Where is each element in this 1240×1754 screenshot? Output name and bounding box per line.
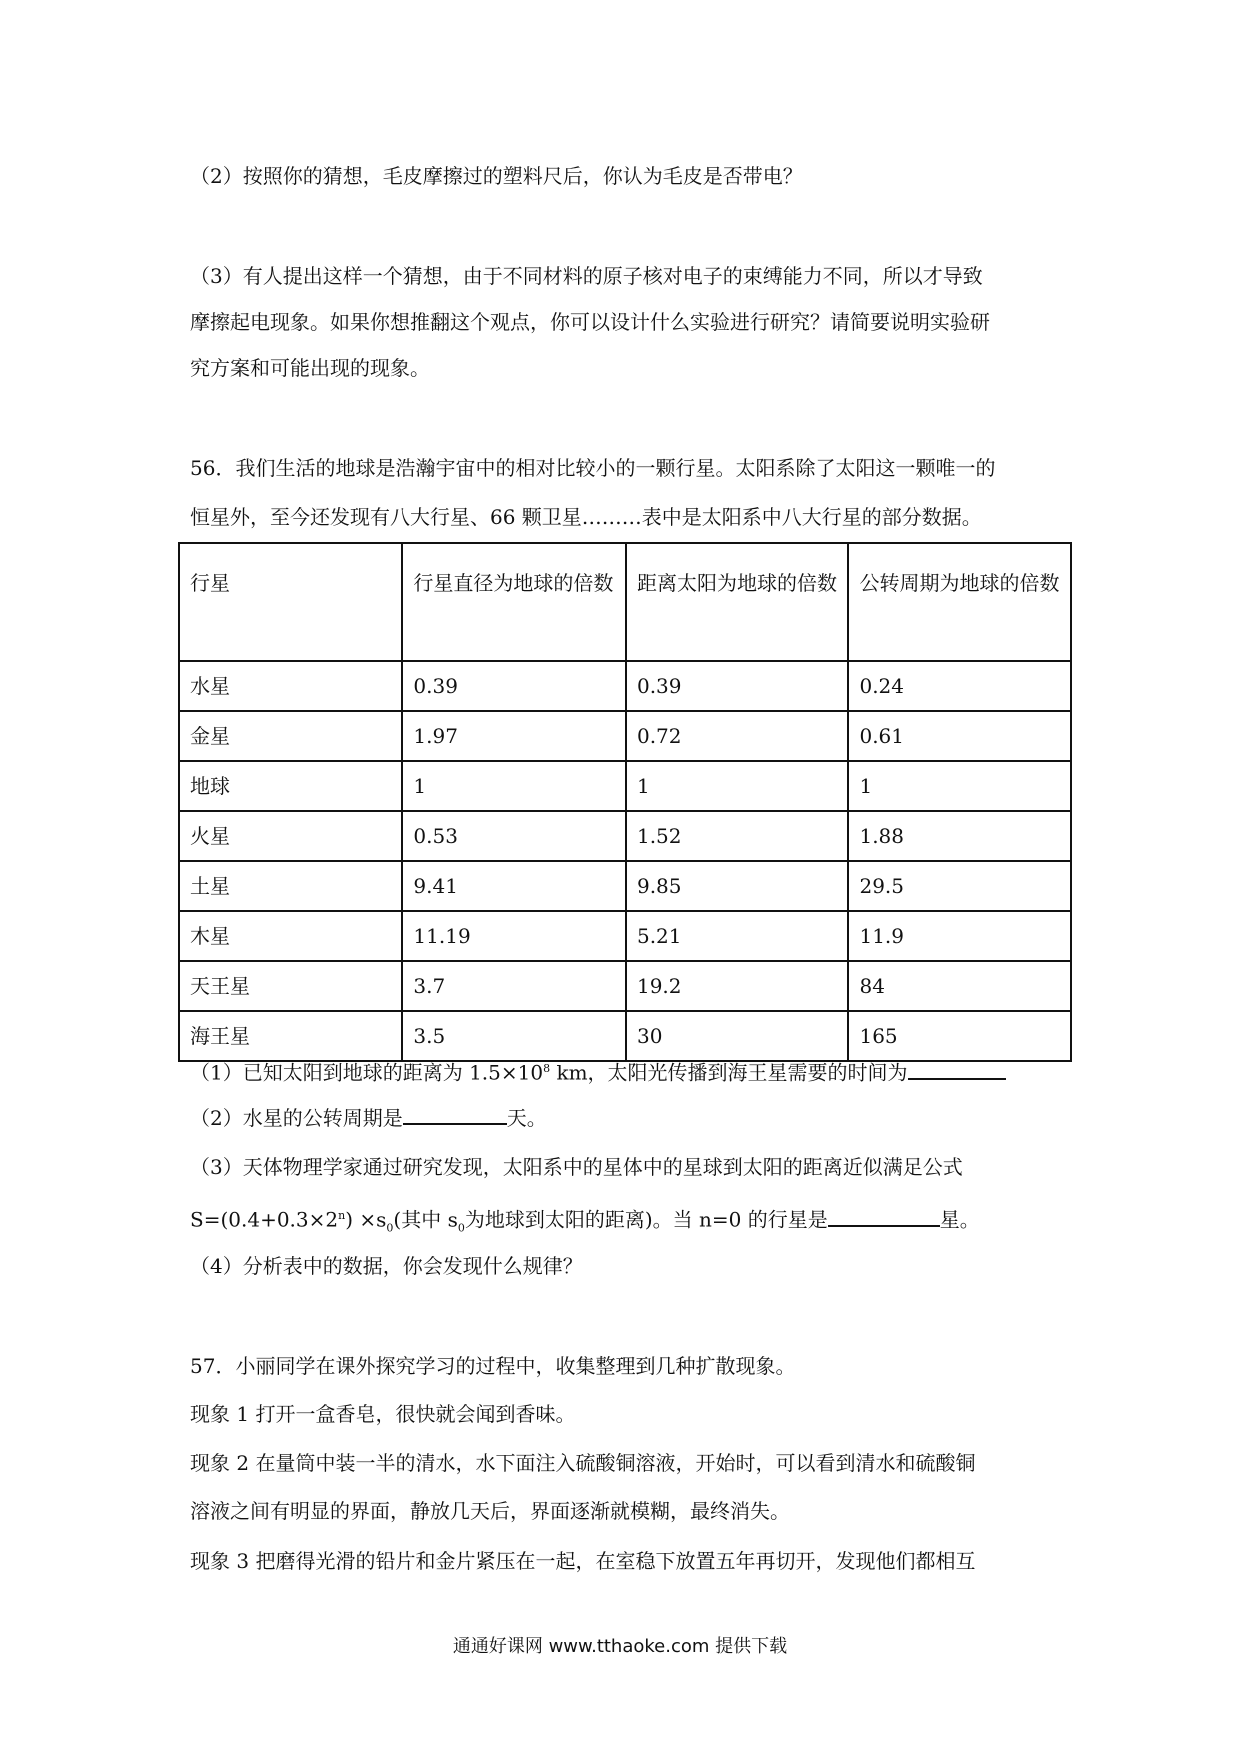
table-cell: 5.21 <box>626 911 849 961</box>
q55-sub3-line3: 究方案和可能出现的现象。 <box>190 356 430 380</box>
q55-sub3-line2: 摩擦起电现象。如果你想推翻这个观点，你可以设计什么实验进行研究？请简要说明实验研 <box>190 310 990 334</box>
formula-part: 星。 <box>939 1207 980 1232</box>
table-cell: 火星 <box>179 811 402 861</box>
q56-sub1-prefix: （1）已知太阳到地球的距离为 1.5×10 <box>190 1060 544 1085</box>
table-cell: 1.52 <box>626 811 849 861</box>
q56-sub3-line1: （3）天体物理学家通过研究发现，太阳系中的星体中的星球到太阳的距离近似满足公式 <box>190 1155 963 1179</box>
table-cell: 3.7 <box>402 961 626 1011</box>
table-row <box>179 661 1071 711</box>
q56-sub3-line2 <box>190 1202 980 1243</box>
table-cell: 海王星 <box>179 1011 402 1061</box>
table-cell: 水星 <box>179 661 402 711</box>
answer-blank[interactable] <box>828 1205 940 1227</box>
formula-subscript: 0 <box>457 1221 465 1235</box>
q57-phenomenon-2-line1: 现象 2 在量筒中装一半的清水，水下面注入硫酸铜溶液，开始时，可以看到清水和硫酸铜 <box>190 1451 976 1475</box>
table-cell: 地球 <box>179 761 402 811</box>
table-row <box>179 711 1071 761</box>
table-row <box>179 961 1071 1011</box>
table-cell: 84 <box>848 961 1071 1011</box>
table-row <box>179 911 1071 961</box>
table-header-row <box>179 543 1071 661</box>
formula-subscript: 0 <box>386 1221 394 1235</box>
q56-sub1 <box>190 1055 1006 1087</box>
q56-sub1-suffix: km，太阳光传播到海王星需要的时间为 <box>550 1060 908 1085</box>
q56-sub4: （4）分析表中的数据，你会发现什么规律？ <box>190 1254 583 1278</box>
table-cell: 土星 <box>179 861 402 911</box>
table-cell: 0.39 <box>626 661 849 711</box>
table-cell: 0.53 <box>402 811 626 861</box>
header-period: 公转周期为地球的倍数 <box>848 543 1071 661</box>
q55-sub2: （2）按照你的猜想，毛皮摩擦过的塑料尺后，你认为毛皮是否带电？ <box>190 164 803 188</box>
table-cell: 11.19 <box>402 911 626 961</box>
table-row <box>179 811 1071 861</box>
table-cell: 1 <box>848 761 1071 811</box>
q56-sub2-suffix: 天。 <box>506 1106 547 1130</box>
page-footer: 通通好课网 www.tthaoke.com 提供下载 <box>452 1636 788 1657</box>
table-cell: 1.97 <box>402 711 626 761</box>
table-cell: 1 <box>626 761 849 811</box>
table-cell: 165 <box>848 1011 1071 1061</box>
q56-sub2-prefix: （2）水星的公转周期是 <box>190 1106 403 1130</box>
q57-intro: 57．小丽同学在课外探究学习的过程中，收集整理到几种扩散现象。 <box>190 1354 796 1378</box>
answer-blank[interactable] <box>908 1058 1006 1080</box>
formula-part: 为地球到太阳的距离)。当 n=0 的行星是 <box>464 1207 828 1232</box>
header-planet: 行星 <box>179 543 402 661</box>
header-diameter: 行星直径为地球的倍数 <box>402 543 626 661</box>
q56-sub2 <box>190 1103 547 1132</box>
table-cell: 木星 <box>179 911 402 961</box>
table-cell: 1.88 <box>848 811 1071 861</box>
table-cell: 11.9 <box>848 911 1071 961</box>
q56-sub1-exponent: 8 <box>543 1062 551 1075</box>
table-cell: 0.72 <box>626 711 849 761</box>
q57-phenomenon-1: 现象 1 打开一盒香皂，很快就会闻到香味。 <box>190 1402 576 1426</box>
answer-blank[interactable] <box>403 1103 507 1125</box>
table-cell: 19.2 <box>626 961 849 1011</box>
table-cell: 金星 <box>179 711 402 761</box>
table-cell: 0.24 <box>848 661 1071 711</box>
table-row <box>179 761 1071 811</box>
table-cell: 30 <box>626 1011 849 1061</box>
q57-phenomenon-3: 现象 3 把磨得光滑的铅片和金片紧压在一起，在室稳下放置五年再切开，发现他们都相互 <box>190 1549 976 1573</box>
formula-part: S=(0.4+0.3×2 <box>190 1207 339 1232</box>
q57-phenomenon-2-line2: 溶液之间有明显的界面，静放几天后，界面逐渐就模糊，最终消失。 <box>190 1499 790 1523</box>
table-cell: 1 <box>402 761 626 811</box>
table-row <box>179 861 1071 911</box>
formula-part: (其中 s <box>393 1207 458 1232</box>
table-cell: 0.61 <box>848 711 1071 761</box>
formula-exponent: n <box>338 1209 346 1222</box>
table-cell: 天王星 <box>179 961 402 1011</box>
table-cell: 9.41 <box>402 861 626 911</box>
table-cell: 9.85 <box>626 861 849 911</box>
header-distance: 距离太阳为地球的倍数 <box>626 543 849 661</box>
table-row <box>179 1011 1071 1061</box>
planet-data-table <box>178 542 1072 1062</box>
q56-intro-line2: 恒星外，至今还发现有八大行星、66 颗卫星………表中是太阳系中八大行星的部分数据。 <box>190 505 982 529</box>
table-cell: 29.5 <box>848 861 1071 911</box>
table-cell: 0.39 <box>402 661 626 711</box>
q55-sub3-line1: （3）有人提出这样一个猜想，由于不同材料的原子核对电子的束缚能力不同，所以才导致 <box>190 264 983 288</box>
formula-part: ) ×s <box>345 1207 387 1232</box>
q56-intro-line1: 56．我们生活的地球是浩瀚宇宙中的相对比较小的一颗行星。太阳系除了太阳这一颗唯一的 <box>190 456 996 480</box>
table-cell: 3.5 <box>402 1011 626 1061</box>
